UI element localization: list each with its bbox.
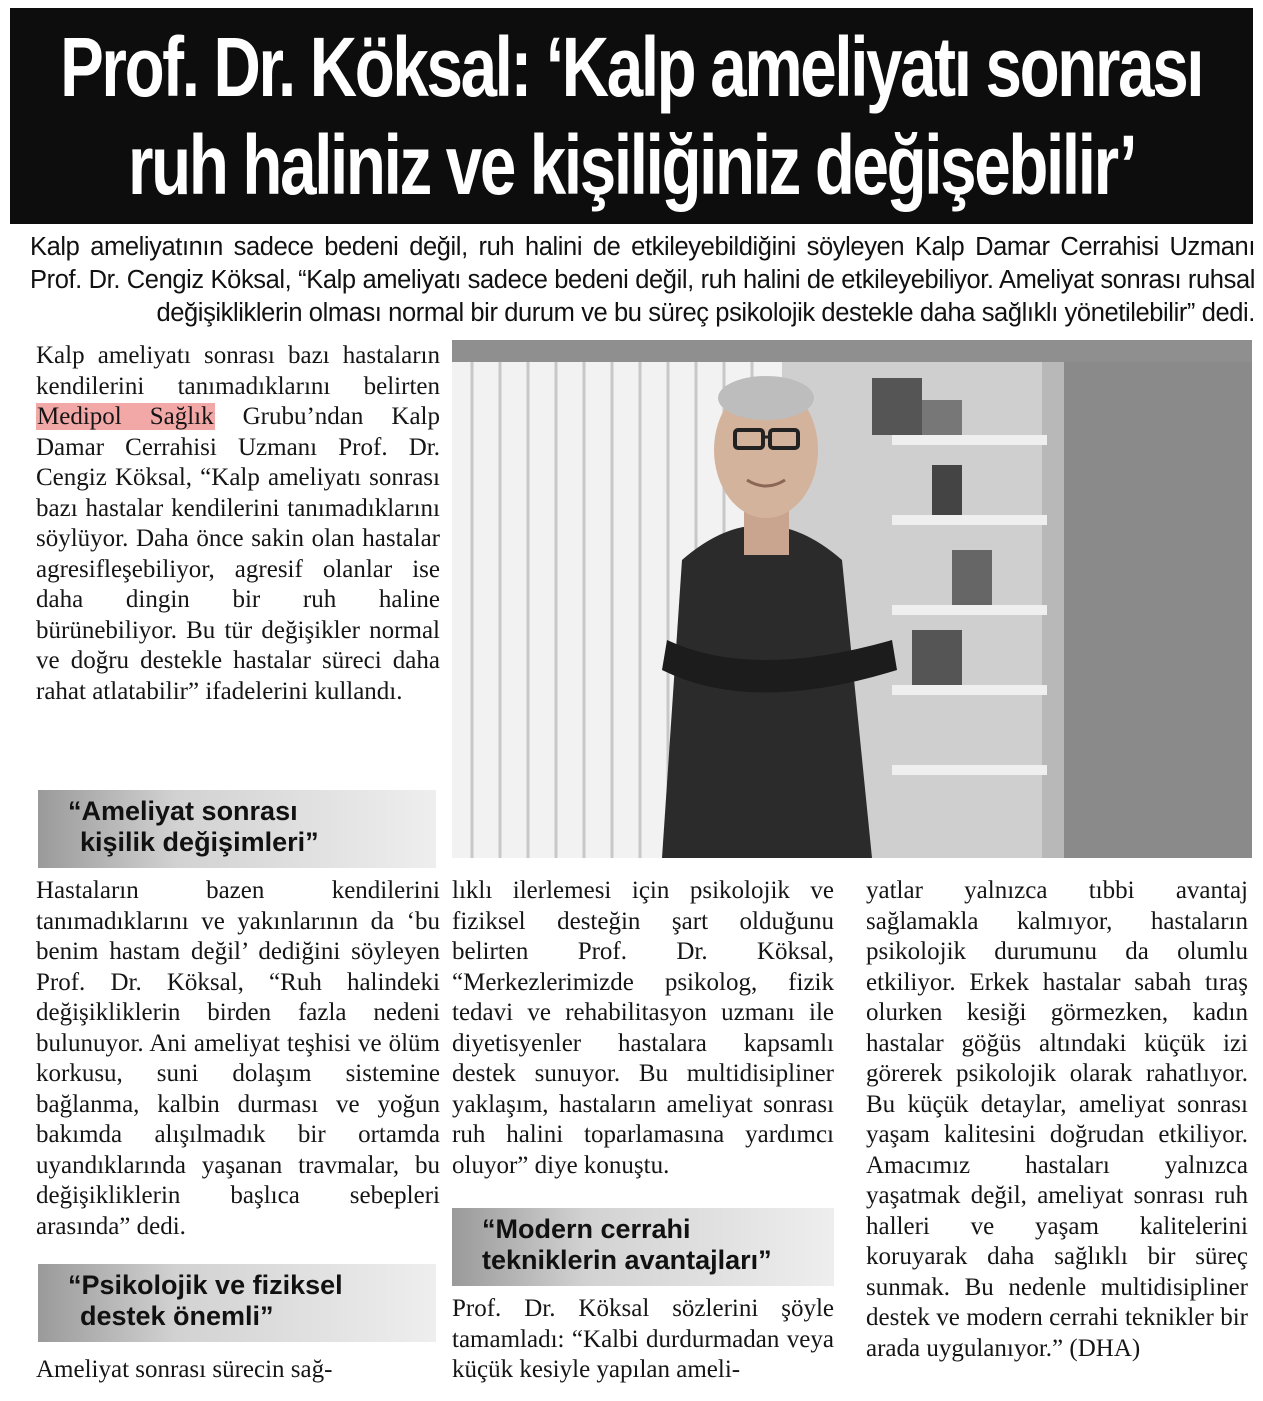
column-1-paragraph: Hastaların bazen kendilerini tanımadıklarını ve yakınlarının da ‘bu benim hastam değil’ dediğini söyleyen Prof. Dr. Köksal, “Ruh halindeki değişikliklerin birden fazla nedeni bulunuyor. Ani ameliyat teşhisi ve ölüm korkusu, suni dolaşım sistemine bağlanma, kalbin durması ve yoğun bakımda alışılmadık bir ortamda uyandıklarında yaşanan travmalar, bu değişikliklerin başlıca sebepleri arasında” dedi. <box>36 877 440 1240</box>
headline-line-2: ruh haliniz ve kişiliğiniz değişebilir’ <box>127 118 1136 212</box>
headline <box>10 8 1253 224</box>
subheading-modern-surgery <box>452 1208 834 1286</box>
subheading-3-line-2: tekniklerin avantajları” <box>482 1245 772 1275</box>
subheading-2-line-2: destek önemli” <box>80 1301 274 1331</box>
subheading-3-line-1: “Modern cerrahi <box>482 1214 691 1244</box>
intro-paragraph <box>36 341 440 707</box>
doctor-photo <box>452 340 1252 858</box>
highlighted-company-name: Medipol Sağlık <box>37 403 214 430</box>
lede-paragraph: Kalp ameliyatının sadece bedeni değil, ruh halini de etkileyebildiğini söyleyen Kalp Damar Cerrahisi Uzmanı Prof. Dr. Cengiz Köksal, “Kalp ameliyatı sadece bedeni değil, ruh halini de etkileyebiliyor. Ameliyat sonrası ruhsal değişikliklerin olması normal bir durum ve bu süreç psikolojik destekle daha sağlıklı yönetilebilir” dedi. <box>30 233 1255 327</box>
subheading-personality-changes <box>38 790 436 868</box>
column-1-paragraph-continued: Ameliyat sonrası sürecin sağ- <box>36 1356 333 1383</box>
subheading-1-line-1: “Ameliyat sonrası <box>68 796 298 826</box>
headline-line-1: Prof. Dr. Köksal: ‘Kalp ameliyatı sonrası <box>60 20 1203 114</box>
subheading-2-line-1: “Psikolojik ve fiziksel <box>68 1270 343 1300</box>
intro-text-before: Kalp ameliyatı sonrası bazı hastaların kendilerini tanımadıklarını belirten <box>36 342 440 400</box>
doctor-photo-illustration <box>452 340 1252 858</box>
subheading-1-line-2: kişilik değişimleri” <box>80 827 319 857</box>
column-3-paragraph: yatlar yalnızca tıbbi avantaj sağlamakla kalmıyor, hastaların psikolojik durumunu da olumlu etkiliyor. Erkek hastalar sabah tıraş olurken kesiği görmezken, kadın hastalar göğüs altındaki küçük izi görerek psikolojik olarak rahatlıyor. Bu küçük detaylar, ameliyat sonrası yaşam kalitesini doğrudan etkiliyor. Amacımız hastaları yalnızca yaşatmak değil, ameliyat sonrası ruh halleri ve yaşam kalitelerini koruyarak daha sağlıklı bir süreç sunmak. Bu nedenle multidisipliner destek ve modern cerrahi teknikler bir arada uygulanıyor.” (DHA) <box>866 877 1248 1362</box>
subheading-psychological-support <box>38 1264 436 1342</box>
column-2-paragraph-2: Prof. Dr. Köksal sözlerini şöyle tamamladı: “Kalbi durdurmadan veya küçük kesiyle yapılan ameli- <box>452 1295 834 1383</box>
intro-text-after: Grubu’ndan Kalp Damar Cerrahisi Uzmanı Prof. Dr. Cengiz Köksal, “Kalp ameliyatı sonrası bazı hastalar kendilerini tanımadıklarını söylüyor. Daha önce sakin olan hastalar agresifleşebiliyor, agresif olanlar ise daha dingin bir ruh haline bürünebiliyor. Bu tür değişikler normal ve doğru destekle hastalar süreci daha rahat atlatabilir” ifadelerini kullandı. <box>36 403 440 705</box>
column-2-paragraph: lıklı ilerlemesi için psikolojik ve fiziksel desteğin şart olduğunu belirten Prof. Dr. Köksal, “Merkezlerimizde psikolog, fizik tedavi ve rehabilitasyon uzmanı ile diyetisyenler hastalara kapsamlı destek sunuyor. Bu multidisipliner yaklaşım, hastaların ameliyat sonrası ruh halini toparlamasına yardımcı oluyor” diye konuştu. <box>452 877 834 1179</box>
